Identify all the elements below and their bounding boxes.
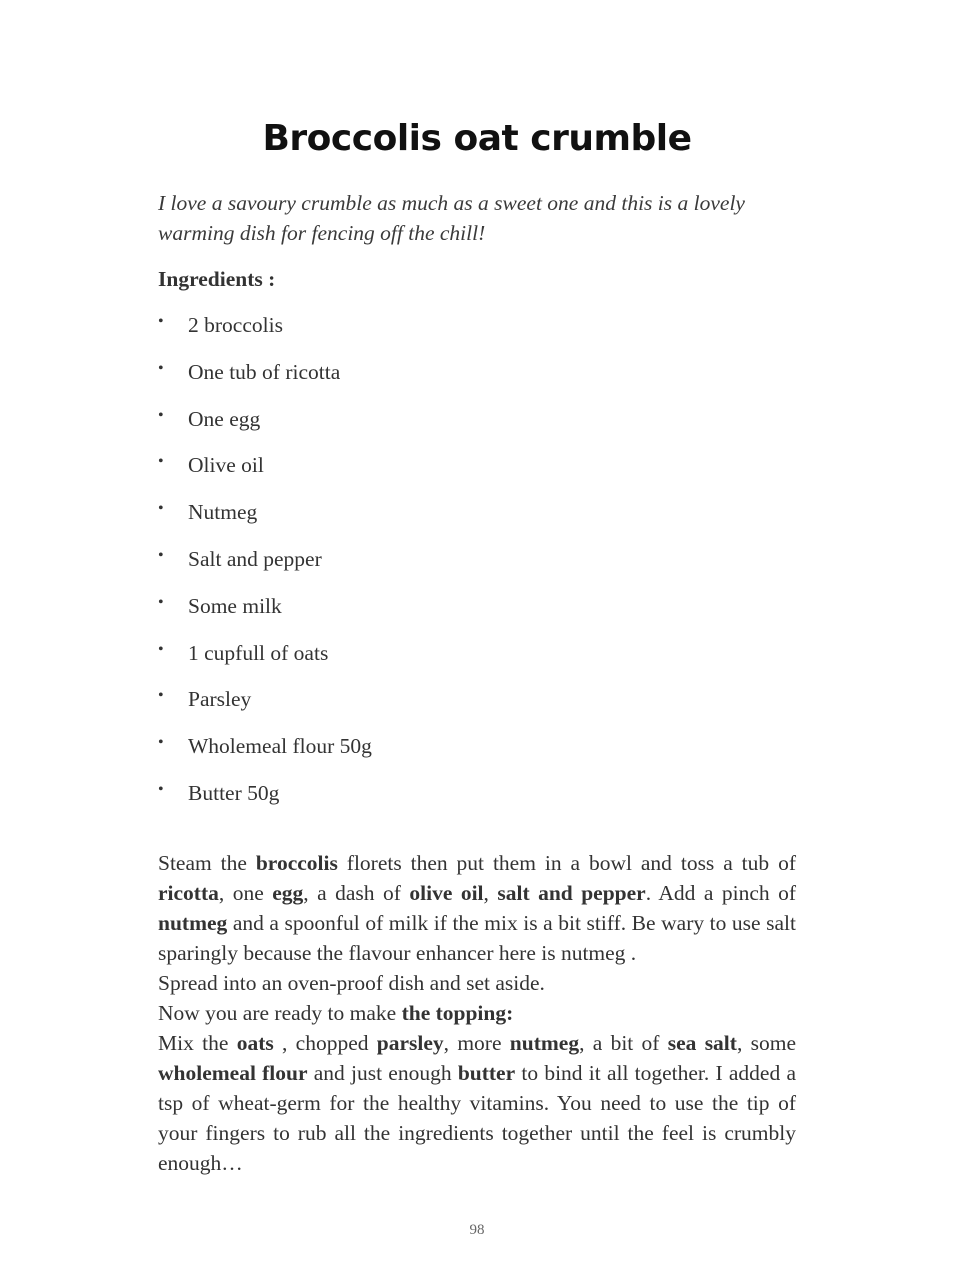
bullet-icon: • bbox=[158, 593, 164, 611]
bullet-icon: • bbox=[158, 500, 164, 518]
method-bold-text: parsley bbox=[376, 1030, 444, 1055]
method-paragraph-2: Spread into an oven-proof dish and set aside. bbox=[158, 970, 545, 995]
method-text: Mix the bbox=[158, 1030, 237, 1055]
method-text: Now you are ready to make bbox=[158, 1000, 402, 1025]
ingredient-item bbox=[158, 731, 796, 761]
ingredients-heading: Ingredients : bbox=[158, 267, 276, 291]
method-bold-text: broccolis bbox=[255, 850, 338, 875]
method-bold-text: butter bbox=[457, 1060, 516, 1085]
ingredient-item bbox=[158, 450, 796, 480]
ingredient-item bbox=[158, 497, 796, 527]
bullet-icon: • bbox=[158, 406, 164, 424]
method-bold-text: salt and pepper bbox=[497, 880, 646, 905]
method-bold-text: the topping: bbox=[401, 1000, 514, 1025]
method-text: and a spoonful of milk if the mix is a bit stiff. Be wary to use salt sparingly because the flavour enhancer here is nutmeg . bbox=[158, 910, 796, 965]
bullet-icon: • bbox=[158, 687, 164, 705]
bullet-icon: • bbox=[158, 640, 164, 658]
method-text: , more bbox=[443, 1030, 510, 1055]
ingredient-label: One tub of ricotta bbox=[188, 359, 341, 384]
recipe-intro: I love a savoury crumble as much as a sweet one and this is a lovely warming dish for fencing off the chill! bbox=[158, 191, 745, 245]
method-bold-text: sea salt bbox=[667, 1030, 737, 1055]
method-bold-text: nutmeg bbox=[509, 1030, 580, 1055]
ingredient-item bbox=[158, 591, 796, 621]
ingredients-list bbox=[158, 310, 796, 808]
method-bold-text: oats bbox=[236, 1030, 274, 1055]
method-text: , a bit of bbox=[579, 1030, 668, 1055]
method-text: , chopped bbox=[273, 1030, 377, 1055]
ingredient-item bbox=[158, 778, 796, 808]
ingredient-label: Wholemeal flour 50g bbox=[188, 734, 372, 759]
ingredient-label: Nutmeg bbox=[188, 500, 258, 525]
ingredient-label: Parsley bbox=[188, 687, 252, 712]
bullet-icon: • bbox=[158, 546, 164, 564]
method-text: , bbox=[483, 880, 498, 905]
page-number: 98 bbox=[469, 1222, 485, 1238]
method-bold-text: ricotta bbox=[158, 880, 219, 905]
method-bold-text: egg bbox=[272, 880, 304, 905]
method-bold-text: wholemeal flour bbox=[158, 1060, 308, 1085]
bullet-icon: • bbox=[158, 780, 164, 798]
ingredient-label: Olive oil bbox=[188, 453, 264, 478]
ingredient-item bbox=[158, 544, 796, 574]
method-paragraph-3 bbox=[158, 998, 796, 1028]
method-bold-text: nutmeg bbox=[158, 910, 228, 935]
method-text: , one bbox=[218, 880, 273, 905]
ingredient-label: 1 cupfull of oats bbox=[188, 640, 329, 665]
ingredient-label: Butter 50g bbox=[188, 780, 280, 805]
recipe-title: Broccolis oat crumble bbox=[262, 118, 692, 159]
recipe-body bbox=[158, 188, 796, 1178]
ingredient-item bbox=[158, 357, 796, 387]
ingredient-label: One egg bbox=[188, 406, 261, 431]
method-text: . Add a pinch of bbox=[645, 880, 797, 905]
method-text: , a dash of bbox=[303, 880, 410, 905]
ingredient-item bbox=[158, 684, 796, 714]
ingredient-item bbox=[158, 310, 796, 340]
bullet-icon: • bbox=[158, 734, 164, 752]
ingredient-label: Some milk bbox=[188, 593, 282, 618]
method-paragraph-4 bbox=[158, 1028, 796, 1178]
bullet-icon: • bbox=[158, 313, 164, 330]
method-text: florets then put them in a bowl and toss a tub of bbox=[337, 850, 796, 875]
method-text: , some bbox=[736, 1030, 796, 1055]
ingredient-item bbox=[158, 638, 796, 668]
bullet-icon: • bbox=[158, 359, 164, 377]
method-text: and just enough bbox=[307, 1060, 458, 1085]
method-text: to bind it all together. I added a tsp of wheat-germ for the healthy vitamins. You need to use the tip of your fingers to rub all the ingredients together until the feel is crumbly enough… bbox=[158, 1060, 796, 1175]
ingredient-label: 2 broccolis bbox=[188, 313, 283, 337]
ingredient-label: Salt and pepper bbox=[188, 546, 322, 571]
method-text: Steam the bbox=[158, 850, 256, 875]
method-bold-text: olive oil bbox=[409, 880, 484, 905]
ingredient-item bbox=[158, 404, 796, 434]
method-paragraph-1 bbox=[158, 848, 796, 968]
bullet-icon: • bbox=[158, 453, 164, 471]
method-section bbox=[158, 848, 796, 1178]
